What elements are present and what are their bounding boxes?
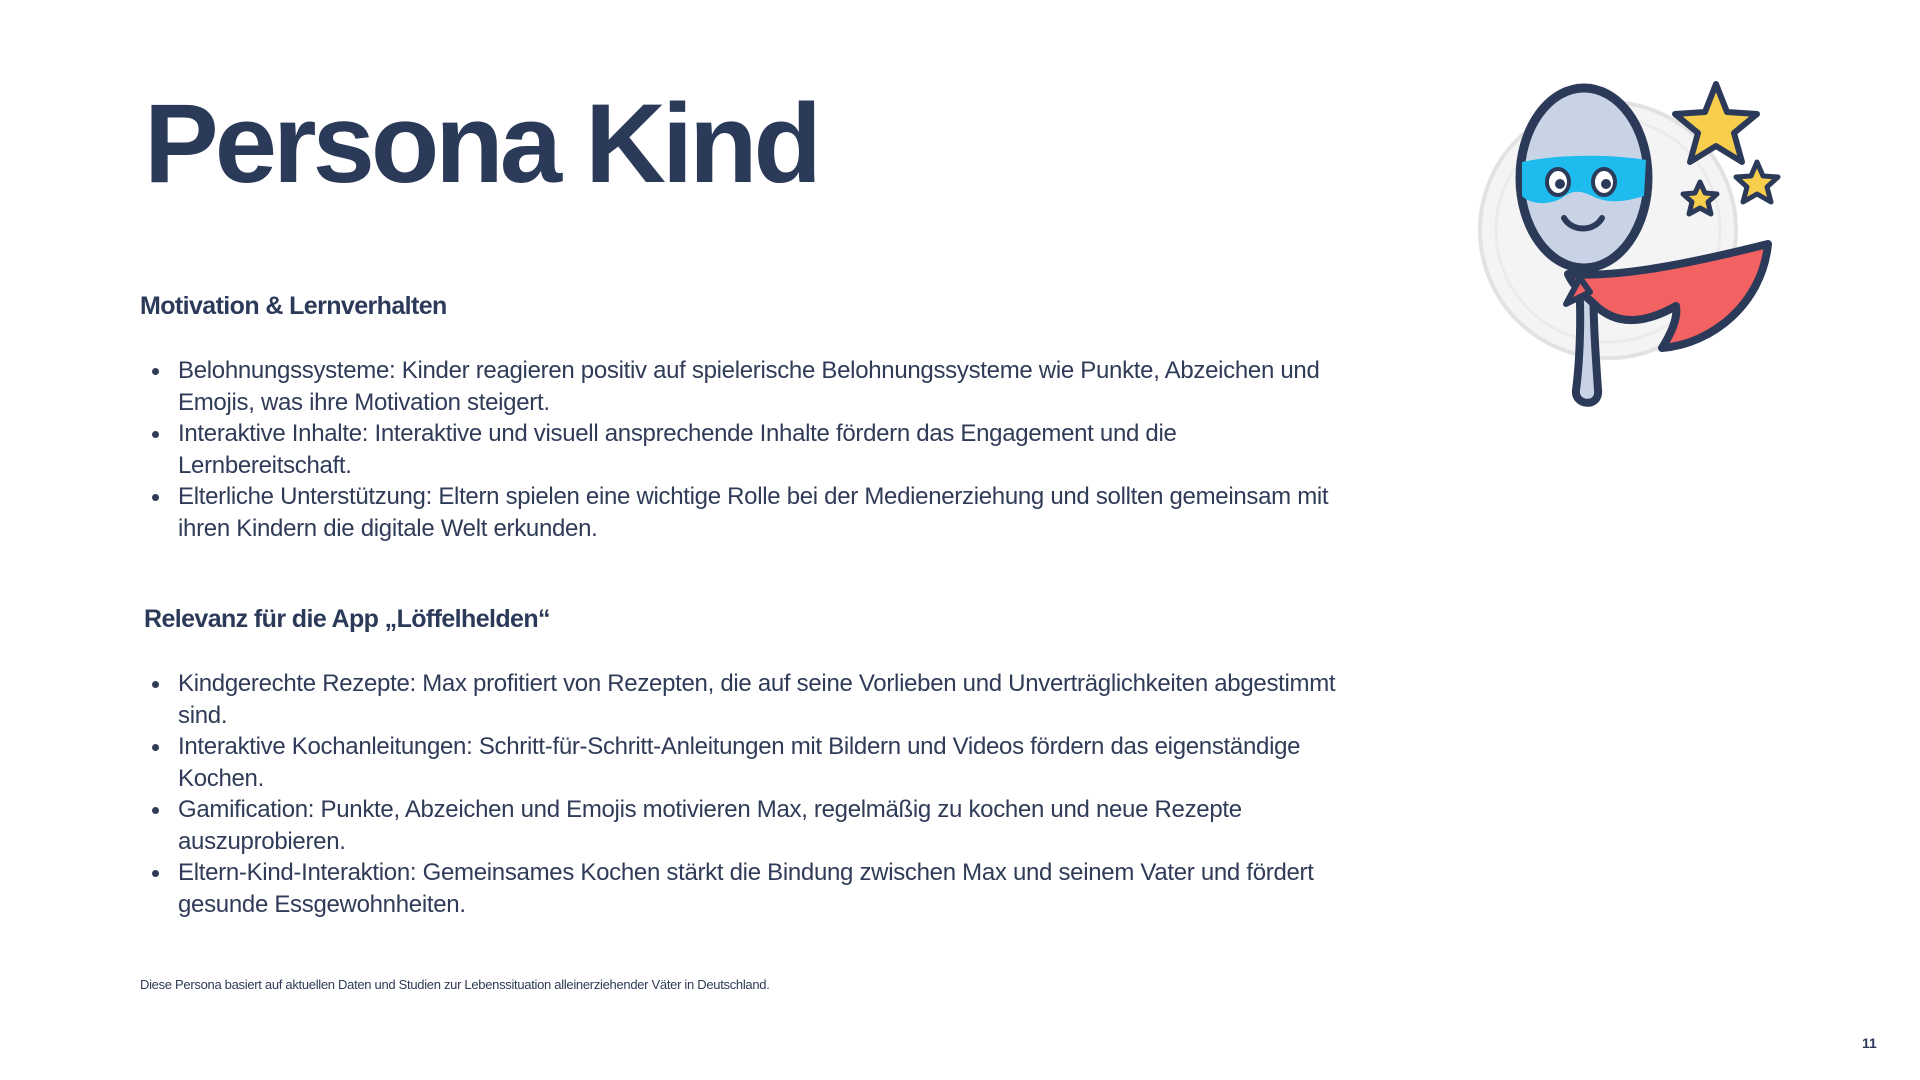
- section-heading-motivation: Motivation & Lernverhalten: [140, 292, 447, 320]
- list-item: Interaktive Kochanleitungen: Schritt-für-Schritt-Anleitungen mit Bildern und Videos fördern das eigenständige Kochen.: [148, 731, 1348, 794]
- list-item: Elterliche Unterstützung: Eltern spielen eine wichtige Rolle bei der Medienerziehung und sollten gemeinsam mit ihren Kindern die digitale Welt erkunden.: [148, 481, 1348, 544]
- relevanz-list: [148, 668, 1348, 920]
- list-item: Kindgerechte Rezepte: Max profitiert von Rezepten, die auf seine Vorlieben und Unverträglichkeiten abgestimmt sind.: [148, 668, 1348, 731]
- star-icon: [1736, 162, 1778, 202]
- list-item: Gamification: Punkte, Abzeichen und Emojis motivieren Max, regelmäßig zu kochen und neue Rezepte auszuprobieren.: [148, 794, 1348, 857]
- page-number: 11: [1862, 1035, 1877, 1051]
- superhero-spoon-icon: [1468, 78, 1808, 418]
- list-item: Belohnungssysteme: Kinder reagieren positiv auf spielerische Belohnungssysteme wie Punkte, Abzeichen und Emojis, was ihre Motivation steigert.: [148, 355, 1348, 418]
- slide-title: Persona Kind: [144, 81, 818, 206]
- section-heading-relevanz: Relevanz für die App „Löffelhelden“: [144, 605, 550, 633]
- list-item: Interaktive Inhalte: Interaktive und visuell ansprechende Inhalte fördern das Engagement und die Lernbereitschaft.: [148, 418, 1348, 481]
- list-item: Eltern-Kind-Interaktion: Gemeinsames Kochen stärkt die Bindung zwischen Max und seinem Vater und fördert gesunde Essgewohnheiten.: [148, 857, 1348, 920]
- motivation-list: [148, 355, 1348, 544]
- footnote: Diese Persona basiert auf aktuellen Daten und Studien zur Lebenssituation alleinerziehender Väter in Deutschland.: [140, 977, 770, 992]
